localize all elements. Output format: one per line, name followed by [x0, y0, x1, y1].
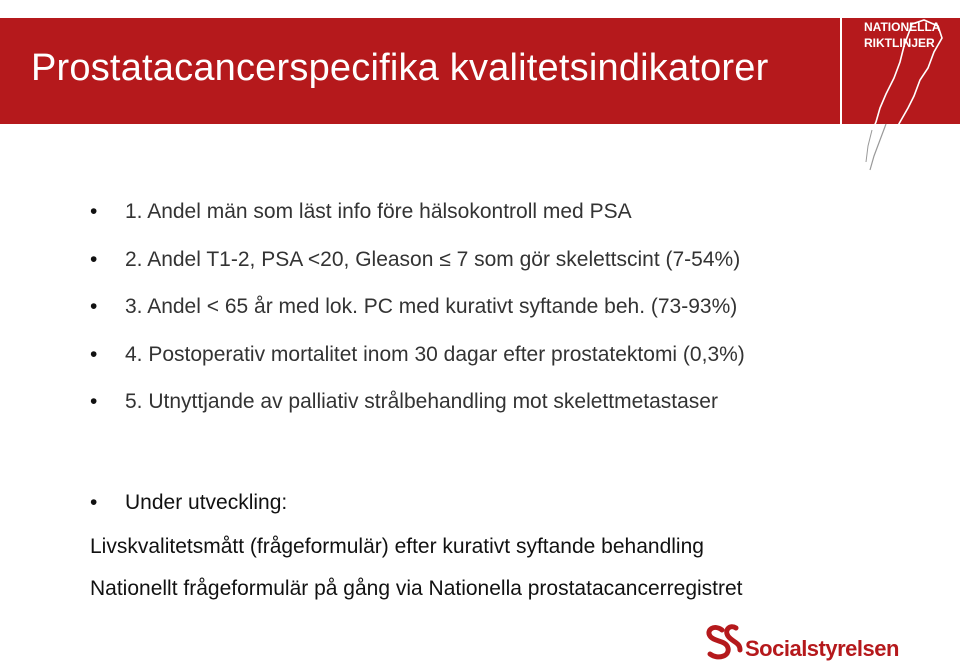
list-item: • 1. Andel män som läst info före hälsokontroll med PSA	[90, 200, 930, 248]
logo-line1: NATIONELLA	[864, 20, 941, 34]
footer-brand: Socialstyrelsen	[745, 636, 899, 661]
list-item: • 3. Andel < 65 år med lok. PC med kurativt syftande beh. (73-93%)	[90, 295, 930, 343]
logo-line2: RIKTLINJER	[864, 36, 935, 50]
development-line: Nationellt frågeformulär på gång via Nationella prostatacancerregistret	[90, 577, 743, 600]
sweden-map-icon	[842, 18, 960, 178]
under-development-label: • Under utveckling:	[90, 491, 287, 515]
indicator-list	[90, 200, 930, 438]
list-item: • 4. Postoperativ mortalitet inom 30 dagar efter prostatektomi (0,3%)	[90, 343, 930, 391]
slide-title: Prostatacancerspecifika kvalitetsindikatorer	[31, 47, 769, 89]
list-item: • 5. Utnyttjande av palliativ strålbehandling mot skelettmetastaser	[90, 390, 930, 438]
development-line: Livskvalitetsmått (frågeformulär) efter kurativt syftande behandling	[90, 535, 704, 558]
list-item: • 2. Andel T1-2, PSA <20, Gleason ≤ 7 som gör skelettscint (7-54%)	[90, 248, 930, 296]
